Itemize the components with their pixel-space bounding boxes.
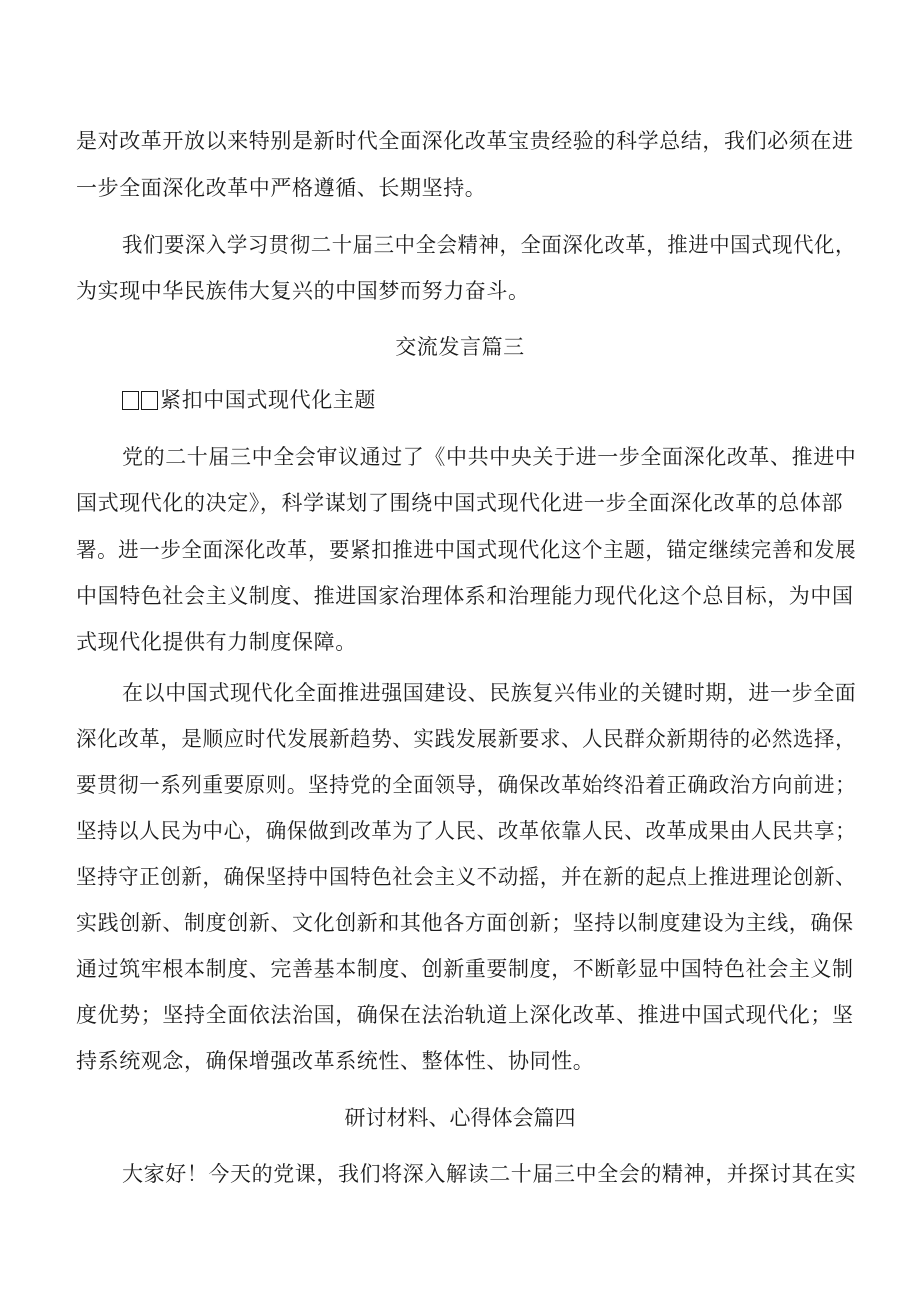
paragraph-line: 党的二十届三中全会审议通过了《中共中央关于进一步全面深化改革、推进中 <box>122 445 857 469</box>
paragraph-line: 坚持守正创新，确保坚持中国特色社会主义不动摇，并在新的起点上推进理论创新、 <box>76 865 857 889</box>
paragraph-line: 我们要深入学习贯彻二十届三中全会精神，全面深化改革，推进中国式现代化， <box>122 233 857 257</box>
paragraph-line: 大家好！今天的党课，我们将深入解读二十届三中全会的精神，并探讨其在实 <box>122 1162 857 1186</box>
paragraph-line: 是对改革开放以来特别是新时代全面深化改革宝贵经验的科学总结，我们必须在进 <box>76 129 854 153</box>
paragraph-line: 持系统观念，确保增强改革系统性、整体性、协同性。 <box>76 1049 595 1073</box>
subheading-text: 紧扣中国式现代化主题 <box>160 388 376 412</box>
paragraph-line: 在以中国式现代化全面推进强国建设、民族复兴伟业的关键时期，进一步全面 <box>122 681 857 705</box>
paragraph-line: 要贯彻一系列重要原则。坚持党的全面领导，确保改革始终沿着正确政治方向前进； <box>76 773 857 797</box>
paragraph-line: 国式现代化的决定》，科学谋划了围绕中国式现代化进一步全面深化改革的总体部 <box>76 491 844 515</box>
section-heading: 研讨材料、心得体会篇四 <box>344 1106 576 1130</box>
paragraph-line: 中国特色社会主义制度、推进国家治理体系和治理能力现代化这个总目标，为中国 <box>76 584 854 608</box>
section-heading: 交流发言篇三 <box>395 335 525 359</box>
paragraph-line: 式现代化提供有力制度保障。 <box>76 630 357 654</box>
paragraph-line: 一步全面深化改革中严格遵循、长期坚持。 <box>76 176 487 200</box>
paragraph-line: 实践创新、制度创新、文化创新和其他各方面创新；坚持以制度建设为主线，确保 <box>76 911 854 935</box>
paragraph-line: 署。进一步全面深化改革，要紧扣推进中国式现代化这个主题，锚定继续完善和发展 <box>76 538 857 562</box>
paragraph-line: 深化改革，是顺应时代发展新趋势、实践发展新要求、人民群众新期待的必然选择， <box>76 727 857 751</box>
paragraph-line: 坚持以人民为中心，确保做到改革为了人民、改革依靠人民、改革成果由人民共享； <box>76 819 857 843</box>
paragraph-line: 通过筑牢根本制度、完善基本制度、创新重要制度，不断彰显中国特色社会主义制 <box>76 957 854 981</box>
subheading <box>122 386 376 417</box>
paragraph-line: 为实现中华民族伟大复兴的中国梦而努力奋斗。 <box>76 279 530 303</box>
missing-glyph-boxes <box>122 389 160 417</box>
paragraph-line: 度优势；坚持全面依法治国，确保在法治轨道上深化改革、推进中国式现代化；坚 <box>76 1003 854 1027</box>
